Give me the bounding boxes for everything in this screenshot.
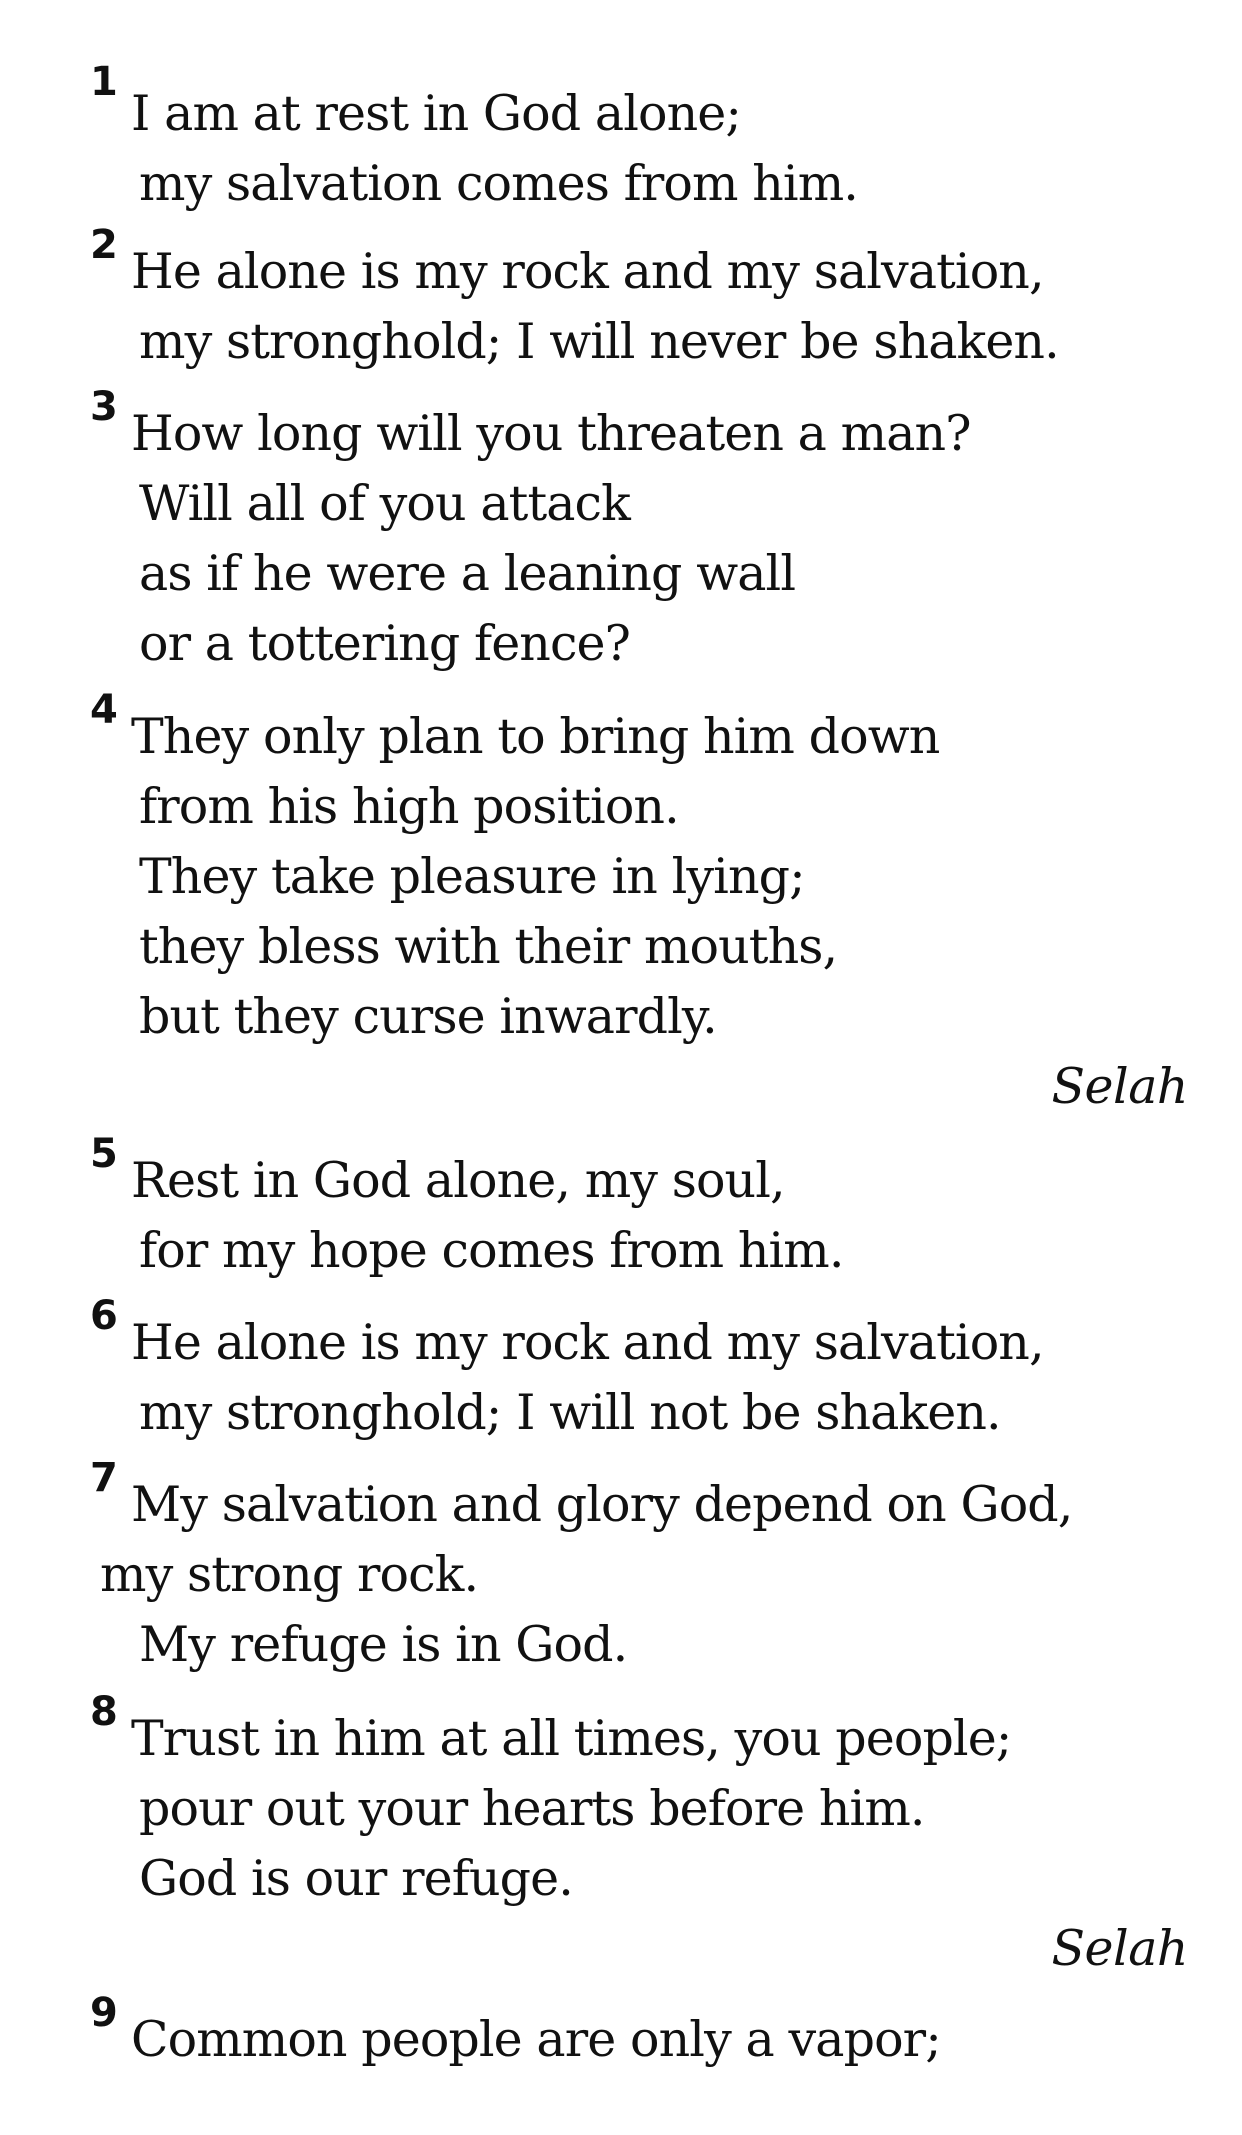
verse-line: for my hope comes from him.: [139, 1222, 844, 1279]
verse-line: They take pleasure in lying;: [139, 848, 805, 905]
verse-number: 4: [90, 687, 118, 733]
verse-line: but they curse inwardly.: [139, 988, 717, 1045]
verse-line: my stronghold; I will not be shaken.: [139, 1384, 1001, 1441]
verse-line: Trust in him at all times, you people;: [131, 1710, 1012, 1767]
verse-number: 6: [90, 1293, 118, 1339]
selah-marker: Selah: [1051, 1920, 1188, 1977]
verse-line: My refuge is in God.: [139, 1616, 628, 1673]
verse-number: 2: [90, 222, 118, 268]
verse-line: my stronghold; I will never be shaken.: [139, 313, 1059, 370]
verse-number: 3: [90, 384, 118, 430]
verse-line: He alone is my rock and my salvation,: [131, 1314, 1044, 1371]
verse-number: 5: [90, 1131, 118, 1177]
verse-line: I am at rest in God alone;: [131, 85, 741, 142]
verse-line: Common people are only a vapor;: [131, 2011, 941, 2068]
selah-marker: Selah: [1051, 1058, 1188, 1115]
verse-line: from his high position.: [139, 778, 679, 835]
verse-line: God is our refuge.: [139, 1850, 573, 1907]
verse-line: Rest in God alone, my soul,: [131, 1152, 785, 1209]
verse-line: Will all of you attack: [139, 475, 630, 532]
verse-line: He alone is my rock and my salvation,: [131, 243, 1044, 300]
verse-number: 8: [90, 1689, 118, 1735]
verse-line: they bless with their mouths,: [139, 918, 838, 975]
verse-number: 1: [90, 59, 118, 105]
verse-line: or a tottering fence?: [139, 615, 630, 672]
verse-number: 9: [90, 1990, 118, 2036]
verse-line: as if he were a leaning wall: [139, 545, 796, 602]
verse-line: my salvation comes from him.: [139, 155, 858, 212]
verse-number: 7: [90, 1455, 118, 1501]
verse-line: They only plan to bring him down: [131, 708, 940, 765]
verse-line: My salvation and glory depend on God,: [131, 1476, 1073, 1533]
verse-line: my strong rock.: [100, 1546, 479, 1603]
verse-line: How long will you threaten a man?: [131, 405, 971, 462]
verse-line: pour out your hearts before him.: [139, 1780, 925, 1837]
